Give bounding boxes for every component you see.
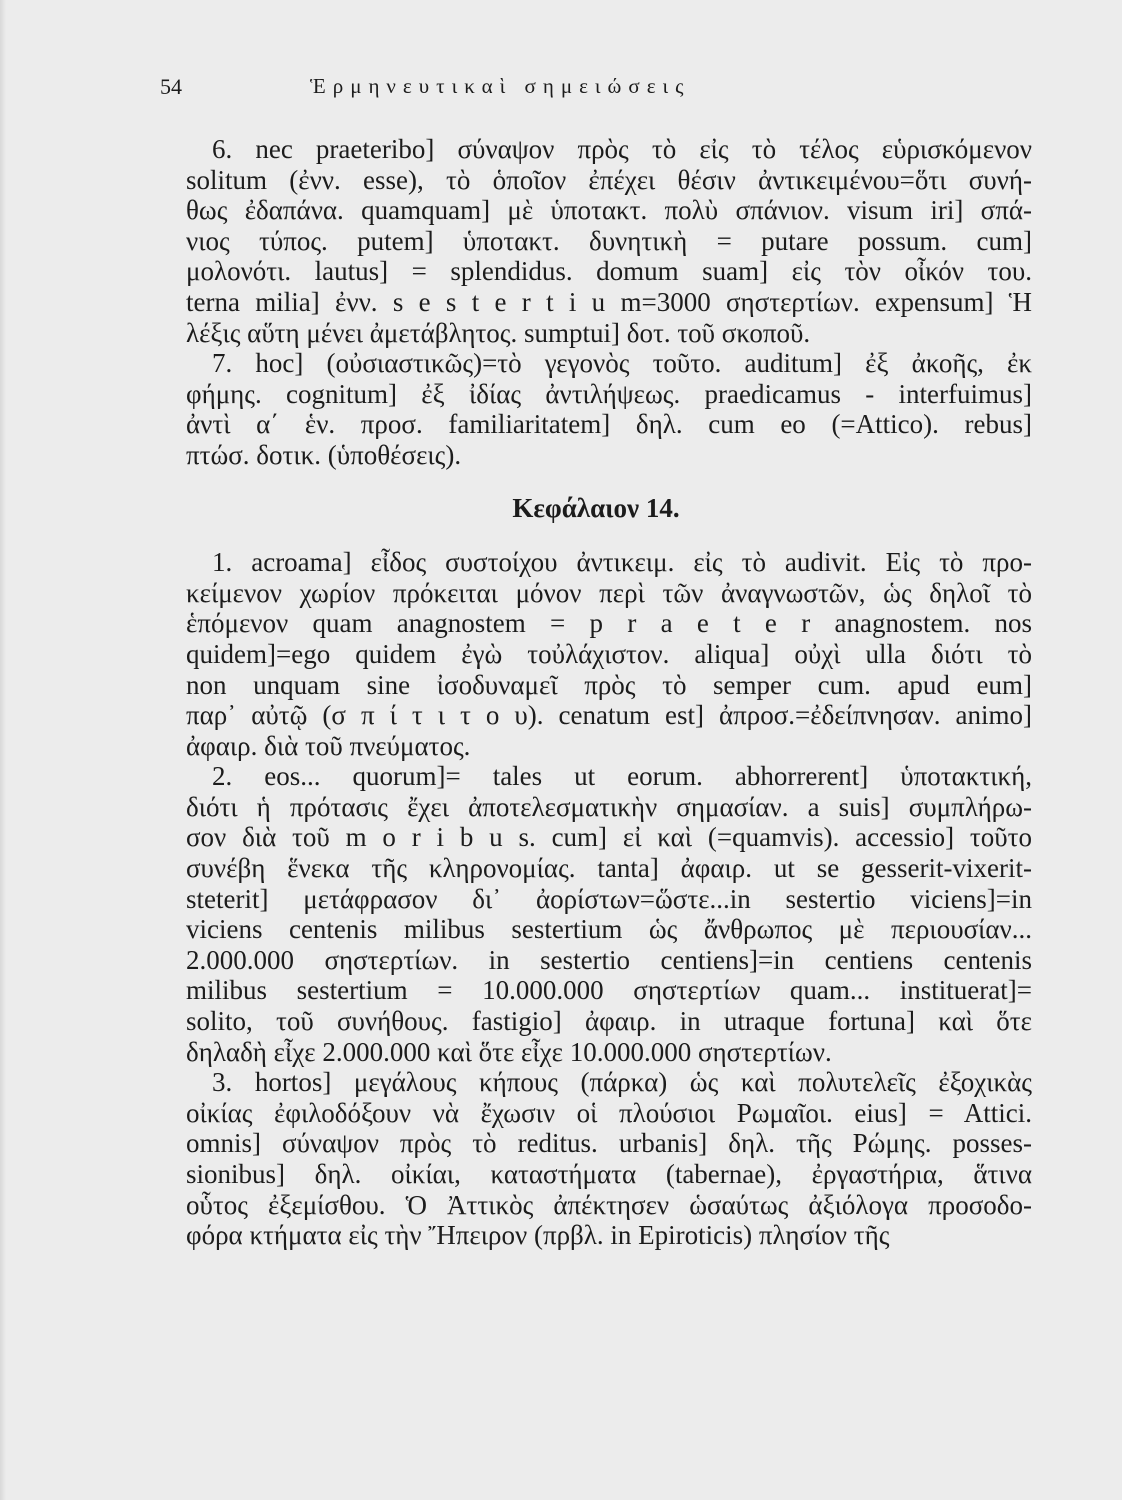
chapter-heading: Κεφάλαιον 14. bbox=[512, 492, 680, 523]
text-line: φήμης. cognitum] ἐξ ἰδίας ἀντιλήψεως. praedicamus - interfuimus] bbox=[186, 378, 1032, 409]
text-line: steterit] μετάφρασον δι᾽ ἀορίστων=ὥστε...in sestertio viciens]=in bbox=[186, 883, 1032, 914]
text-line: σον διὰ τοῦ m o r i b u s. cum] εἰ καὶ (=quamvis). accessio] τοῦτο bbox=[186, 822, 1032, 853]
notes-chapter-14 bbox=[160, 547, 1032, 1251]
page-body bbox=[160, 134, 1032, 1251]
note-paragraph-ch14-3 bbox=[160, 1067, 1032, 1251]
text-line: οὗτος ἐξεμίσθου. Ὁ Ἀττικὸς ἀπέκτησεν ὡσαύτως ἀξιόλογα προσοδο- bbox=[186, 1189, 1032, 1220]
text-line: omnis] σύναψον πρὸς τὸ reditus. urbanis] δηλ. τῆς Ρώμης. posses- bbox=[186, 1128, 1032, 1159]
text-line: 7. hoc] (οὐσιαστικῶς)=τὸ γεγονὸς τοῦτο. auditum] ἐξ ἀκοῆς, ἐκ bbox=[212, 348, 1032, 379]
text-line: 2. eos... quorum]= tales ut eorum. abhorrerent] ὑποτακτική, bbox=[212, 761, 1032, 792]
text-line: κείμενον χωρίον πρόκειται μόνον περὶ τῶν ἀναγνωστῶν, ὡς δηλοῖ τὸ bbox=[186, 577, 1032, 608]
text-line: φόρα κτήματα εἰς τὴν Ἤπειρον (πρβλ. in Epiroticis) πλησίον τῆς bbox=[186, 1220, 890, 1251]
text-line: 6. nec praeteribo] σύναψον πρὸς τὸ εἰς τὸ τέλος εὑρισκόμενον bbox=[212, 134, 1032, 164]
text-line: οἰκίας ἐφιλοδόξουν νὰ ἔχωσιν οἱ πλούσιοι Ρωμαῖοι. eius] = Attici. bbox=[186, 1097, 1032, 1128]
text-line: δηλαδὴ εἶχε 2.000.000 καὶ ὅτε εἶχε 10.000.000 σηστερτίων. bbox=[186, 1036, 832, 1067]
text-line: solitum (ἐνν. esse), τὸ ὁποῖον ἐπέχει θέσιν ἀντικειμένου=ὅτι συνή- bbox=[186, 164, 1032, 195]
note-paragraph-ch14-2 bbox=[160, 761, 1032, 1067]
text-line: sionibus] δηλ. οἰκίαι, καταστήματα (tabernae), ἐργαστήρια, ἅτινα bbox=[186, 1159, 1032, 1189]
scan-page-edge bbox=[0, 0, 6, 1500]
text-line: θως ἐδαπάνα. quamquam] μὲ ὑποτακτ. πολὺ σπάνιον. visum iri] σπά- bbox=[186, 195, 1032, 226]
text-line: ἀντὶ α΄ ἑν. προσ. familiaritatem] δηλ. cum eo (=Attico). rebus] bbox=[186, 409, 1032, 440]
text-line: ἀφαιρ. διὰ τοῦ πνεύματος. bbox=[186, 730, 471, 761]
text-line: νιος τύπος. putem] ὑποτακτ. δυνητικὴ = putare possum. cum] bbox=[186, 225, 1032, 256]
text-line: solito, τοῦ συνήθους. fastigio] ἀφαιρ. in utraque fortuna] καὶ ὅτε bbox=[186, 1006, 1032, 1037]
text-line: παρ᾽ αὐτῷ (σ π ί τ ι τ ο υ). cenatum est] ἀπροσ.=ἐδείπνησαν. animo] bbox=[186, 700, 1032, 731]
text-line: 2.000.000 σηστερτίων. in sestertio centiens]=in centiens centenis bbox=[186, 944, 1032, 975]
text-line: viciens centenis milibus sestertium ὡς ἄνθρωπος μὲ περιουσίαν... bbox=[186, 914, 1032, 945]
text-line: milibus sestertium = 10.000.000 σηστερτίων quam... instituerat]= bbox=[186, 975, 1032, 1006]
page-number: 54 bbox=[160, 74, 182, 99]
text-line: πτώσ. δοτικ. (ὑποθέσεις). bbox=[186, 439, 462, 470]
note-paragraph-ch14-1 bbox=[160, 547, 1032, 761]
text-line: μολονότι. lautus] = splendidus. domum suam] εἰς τὸν οἶκόν του. bbox=[186, 256, 1032, 287]
text-line: συνέβη ἕνεκα τῆς κληρονομίας. tanta] ἀφαιρ. ut se gesserit-vixerit- bbox=[186, 853, 1032, 884]
text-line: λέξις αὕτη μένει ἀμετάβλητος. sumptui] δοτ. τοῦ σκοποῦ. bbox=[186, 317, 811, 348]
text-line: διότι ἡ πρότασις ἔχει ἀποτελεσματικὴν σημασίαν. a suis] συμπλήρω- bbox=[186, 791, 1032, 822]
text-line: 3. hortos] μεγάλους κήπους (πάρκα) ὡς καὶ πολυτελεῖς ἐξοχικὰς bbox=[212, 1067, 1032, 1098]
page-header bbox=[160, 74, 1030, 104]
text-line: terna milia] ἐνν. s e s t e r t i u m=3000 σηστερτίων. expensum] Ἡ bbox=[186, 286, 1032, 317]
notes-chapter-13 bbox=[160, 134, 1032, 471]
note-paragraph-ch13-6 bbox=[160, 134, 1032, 348]
note-paragraph-ch13-7 bbox=[160, 348, 1032, 470]
text-line: ἑπόμενον quam anagnostem = p r a e t e r anagnostem. nos bbox=[186, 608, 1032, 639]
text-line: 1. acroama] εἶδος συστοίχου ἀντικειμ. εἰς τὸ audivit. Εἰς τὸ προ- bbox=[212, 547, 1032, 578]
text-line: quidem]=ego quidem ἐγὼ τοὐλάχιστον. aliqua] οὐχὶ ulla διότι τὸ bbox=[186, 638, 1032, 669]
text-line: non unquam sine ἰσοδυναμεῖ πρὸς τὸ semper cum. apud eum] bbox=[186, 669, 1032, 700]
running-title: Ἑρμηνευτικαὶ σημειώσεις bbox=[310, 74, 691, 98]
